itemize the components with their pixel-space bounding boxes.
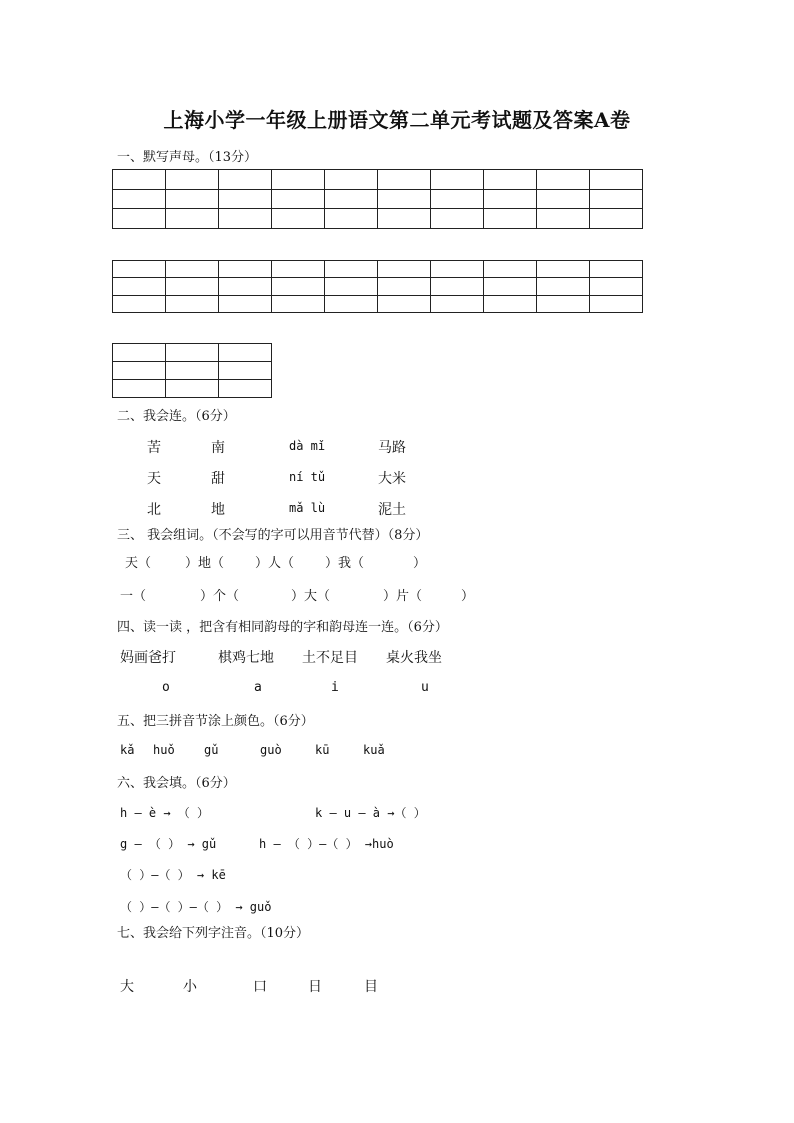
syllable[interactable]: kǎ	[120, 743, 135, 757]
grid-cell[interactable]	[219, 344, 272, 362]
word-blank[interactable]: ）大（	[291, 589, 331, 604]
word-row-1	[125, 552, 426, 571]
grid-cell[interactable]	[113, 170, 166, 190]
pinyin-char[interactable]: 小	[183, 979, 197, 995]
word-blank[interactable]: 天（	[125, 556, 152, 571]
grid-cell[interactable]	[325, 209, 378, 229]
pinyin-char[interactable]: 目	[364, 979, 378, 995]
grid-cell[interactable]	[590, 209, 643, 229]
grid-cell[interactable]	[272, 209, 325, 229]
grid-cell[interactable]	[272, 295, 325, 312]
grid-cell[interactable]	[166, 278, 219, 295]
grid-cell[interactable]	[219, 261, 272, 278]
grid-cell[interactable]	[537, 189, 590, 209]
grid-cell[interactable]	[113, 295, 166, 312]
page-title: 上海小学一年级上册语文第二单元考试题及答案A卷	[163, 108, 631, 132]
grid-cell[interactable]	[325, 278, 378, 295]
rhyme-final[interactable]: u	[421, 680, 429, 695]
grid-cell[interactable]	[590, 278, 643, 295]
grid-cell[interactable]	[484, 189, 537, 209]
grid-cell[interactable]	[166, 170, 219, 190]
fill-row-1b[interactable]: k — u — à →（ ）	[315, 806, 426, 820]
grid-cell[interactable]	[431, 261, 484, 278]
fill-row-2a[interactable]: g — （ ） → gǔ	[120, 837, 217, 851]
grid-row	[113, 295, 643, 312]
grid-cell[interactable]	[431, 209, 484, 229]
syllable[interactable]: kuǎ	[363, 743, 385, 757]
match-word[interactable]: 大米	[378, 471, 406, 487]
grid-cell[interactable]	[431, 170, 484, 190]
word-blank[interactable]: ）人（	[255, 556, 295, 571]
grid-cell[interactable]	[113, 209, 166, 229]
grid-cell[interactable]	[166, 209, 219, 229]
syllable[interactable]: guò	[260, 743, 282, 757]
grid-cell[interactable]	[219, 278, 272, 295]
pinyin-char[interactable]: 日	[308, 979, 322, 995]
rhyme-final[interactable]: i	[331, 680, 339, 695]
grid-row	[113, 344, 272, 362]
word-blank[interactable]: ）地（	[185, 556, 225, 571]
grid-cell[interactable]	[484, 170, 537, 190]
grid-cell[interactable]	[113, 261, 166, 278]
grid-row	[113, 261, 643, 278]
grid-cell[interactable]	[537, 278, 590, 295]
word-close: ）	[461, 589, 475, 604]
writing-grid-1[interactable]	[112, 169, 643, 229]
writing-grid-2[interactable]	[112, 260, 643, 313]
fill-row-3[interactable]: （ ）—（ ） → kē	[120, 868, 226, 882]
grid-cell[interactable]	[537, 209, 590, 229]
match-char[interactable]: 苦	[147, 440, 161, 456]
fill-row-4[interactable]: （ ）—（ ）—（ ） → guǒ	[120, 900, 272, 914]
grid-cell[interactable]	[378, 170, 431, 190]
grid-cell[interactable]	[378, 261, 431, 278]
section-2-heading: 二、我会连。（6分）	[117, 409, 236, 424]
grid-row	[113, 209, 643, 229]
grid-cell[interactable]	[484, 295, 537, 312]
match-pinyin[interactable]: dà mǐ	[289, 439, 326, 453]
writing-grid-3[interactable]	[112, 343, 272, 398]
grid-row	[113, 170, 643, 190]
grid-cell[interactable]	[113, 344, 166, 362]
grid-cell[interactable]	[325, 189, 378, 209]
grid-cell[interactable]	[272, 278, 325, 295]
grid-cell[interactable]	[378, 209, 431, 229]
grid-cell[interactable]	[484, 278, 537, 295]
grid-row	[113, 189, 643, 209]
grid-cell[interactable]	[113, 189, 166, 209]
match-char[interactable]: 南	[211, 440, 225, 456]
word-blank[interactable]: ）个（	[200, 589, 240, 604]
word-blank[interactable]: 一（	[120, 589, 147, 604]
grid-cell[interactable]	[325, 170, 378, 190]
grid-row	[113, 278, 643, 295]
grid-row	[113, 362, 272, 380]
grid-cell[interactable]	[431, 278, 484, 295]
section-4-heading: 四、读一读 ，把含有相同韵母的字和韵母连一连。（6分）	[117, 620, 448, 635]
grid-cell[interactable]	[113, 362, 166, 380]
grid-cell[interactable]	[590, 295, 643, 312]
match-char[interactable]: 甜	[211, 471, 225, 487]
word-row-2	[120, 585, 474, 604]
grid-cell[interactable]	[590, 261, 643, 278]
grid-cell[interactable]	[431, 295, 484, 312]
word-blank[interactable]: ）我（	[325, 556, 365, 571]
grid-cell[interactable]	[166, 295, 219, 312]
grid-cell[interactable]	[431, 189, 484, 209]
grid-cell[interactable]	[272, 261, 325, 278]
fill-row-1a[interactable]: h — è → （ ）	[120, 806, 210, 820]
fill-row-2b[interactable]: h — （ ）—（ ） →huò	[259, 837, 394, 851]
grid-cell[interactable]	[219, 380, 272, 398]
grid-cell[interactable]	[484, 209, 537, 229]
grid-cell[interactable]	[166, 261, 219, 278]
grid-cell[interactable]	[272, 170, 325, 190]
grid-cell[interactable]	[378, 295, 431, 312]
rhyme-group[interactable]: 桌火我坐	[386, 650, 442, 666]
grid-cell[interactable]	[113, 278, 166, 295]
section-7-heading: 七、我会给下列字注音。（10分）	[117, 926, 310, 941]
grid-cell[interactable]	[590, 189, 643, 209]
syllable[interactable]: gǔ	[204, 743, 219, 757]
match-pinyin[interactable]: mǎ lù	[289, 501, 326, 515]
match-word[interactable]: 马路	[378, 440, 406, 456]
grid-cell[interactable]	[537, 170, 590, 190]
grid-cell[interactable]	[166, 344, 219, 362]
match-pinyin[interactable]: ní tǔ	[289, 470, 326, 484]
grid-cell[interactable]	[219, 362, 272, 380]
grid-cell[interactable]	[378, 189, 431, 209]
grid-cell[interactable]	[219, 295, 272, 312]
grid-cell[interactable]	[166, 189, 219, 209]
match-char[interactable]: 地	[211, 502, 225, 518]
grid-cell[interactable]	[537, 295, 590, 312]
grid-cell[interactable]	[484, 261, 537, 278]
section-5-heading: 五、把三拼音节涂上颜色。（6分）	[117, 714, 314, 729]
rhyme-group[interactable]: 土不足目	[302, 650, 358, 666]
grid-cell[interactable]	[219, 170, 272, 190]
section-6-heading: 六、我会填。（6分）	[117, 776, 236, 791]
word-blank[interactable]: ）片（	[383, 589, 423, 604]
grid-cell[interactable]	[219, 189, 272, 209]
syllable[interactable]: huǒ	[153, 743, 175, 757]
grid-cell[interactable]	[378, 278, 431, 295]
grid-cell[interactable]	[113, 380, 166, 398]
pinyin-char[interactable]: 大	[120, 979, 134, 995]
rhyme-final[interactable]: a	[254, 680, 262, 695]
grid-cell[interactable]	[166, 362, 219, 380]
rhyme-final[interactable]: o	[162, 680, 170, 695]
grid-cell[interactable]	[325, 261, 378, 278]
match-char[interactable]: 北	[147, 502, 161, 518]
grid-cell[interactable]	[325, 295, 378, 312]
rhyme-group[interactable]: 妈画爸打	[120, 650, 176, 666]
grid-cell[interactable]	[219, 209, 272, 229]
word-close: ）	[413, 556, 427, 571]
section-1-heading: 一、默写声母。（13分）	[117, 150, 258, 165]
rhyme-group[interactable]: 棋鸡七地	[218, 650, 274, 666]
section-3-heading: 三、 我会组词。（不会写的字可以用音节代替）（8分）	[117, 528, 429, 543]
grid-cell[interactable]	[166, 380, 219, 398]
pinyin-char[interactable]: 口	[253, 979, 267, 995]
grid-cell[interactable]	[537, 261, 590, 278]
match-char[interactable]: 天	[147, 471, 161, 487]
grid-cell[interactable]	[272, 189, 325, 209]
match-word[interactable]: 泥土	[378, 502, 406, 518]
grid-cell[interactable]	[590, 170, 643, 190]
grid-row	[113, 380, 272, 398]
syllable[interactable]: kū	[315, 743, 330, 757]
